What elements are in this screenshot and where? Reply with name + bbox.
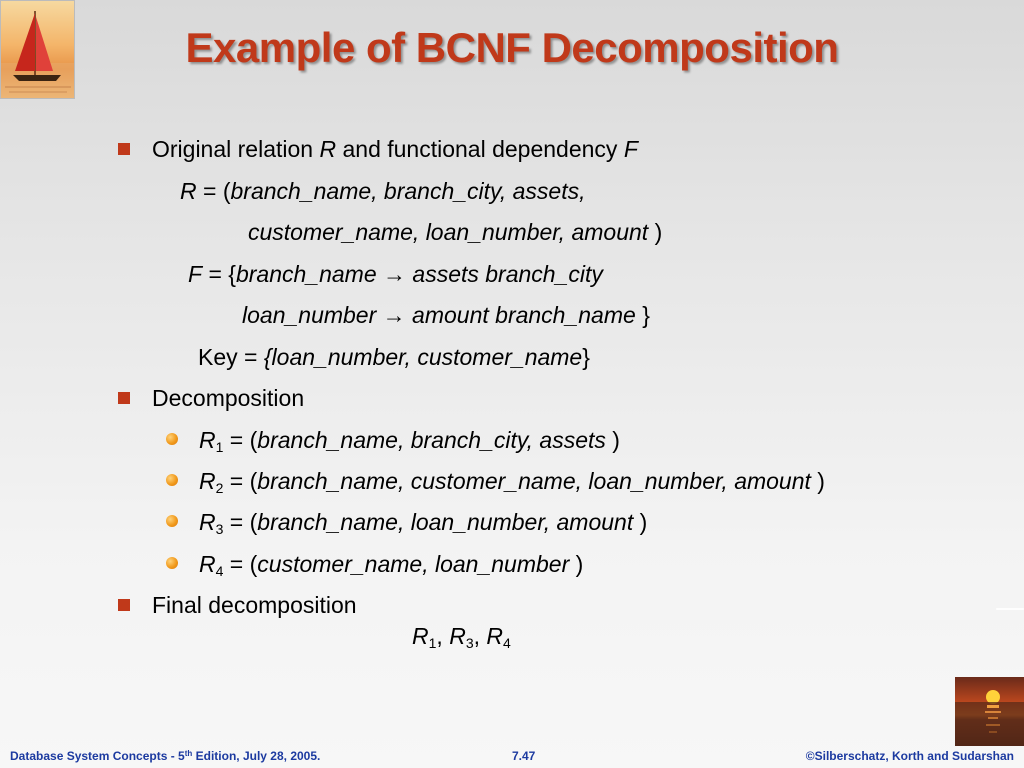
bullet-final-decomposition: Final decomposition — [152, 592, 357, 618]
bullet-square — [118, 143, 130, 155]
footer-book-title: Database System Concepts - 5th Edition, July 28, 2005. — [10, 749, 321, 763]
slide-footer — [0, 746, 1024, 768]
relation-r-definition-cont: customer_name, loan_number, amount ) — [248, 219, 663, 245]
bullet-decomposition: Decomposition — [152, 385, 305, 411]
footer-copyright: ©Silberschatz, Korth and Sudarshan — [805, 749, 1014, 763]
sub-bullet-dot — [166, 515, 178, 527]
sub-bullet-r4: $R_4$ = (customer_name, loan_number ) — [199, 551, 584, 579]
sub-bullet-r3: $R_3$ = (branch_name, loan_number, amount ) — [199, 509, 648, 537]
fd-f-definition-cont: loan_number → amount branch_name } — [242, 302, 650, 328]
sub-bullet-dot — [166, 433, 178, 445]
final-result: $R_1$, $R_3$, $R_4$ — [412, 623, 511, 651]
sub-bullet-r1: $R_1$ = (branch_name, branch_city, assets ) — [199, 427, 620, 455]
slide-title: Example of BCNF Decomposition — [185, 24, 839, 71]
sub-bullet-dot — [166, 474, 178, 486]
fd-f-definition: F = {branch_name → assets branch_city — [188, 261, 603, 287]
bullet-square — [118, 599, 130, 611]
sub-bullet-r2: $R_2$ = (branch_name, customer_name, loan_number, amount ) — [199, 468, 825, 496]
key-definition: Key = {loan_number, customer_name} — [198, 344, 590, 370]
footer-page-number: 7.47 — [512, 749, 536, 763]
relation-r-definition: R = (branch_name, branch_city, assets, — [180, 178, 586, 204]
sub-bullet-dot — [166, 557, 178, 569]
bullet-square — [118, 392, 130, 404]
bullet-original-relation: Original relation R and functional dependency F — [152, 136, 638, 162]
